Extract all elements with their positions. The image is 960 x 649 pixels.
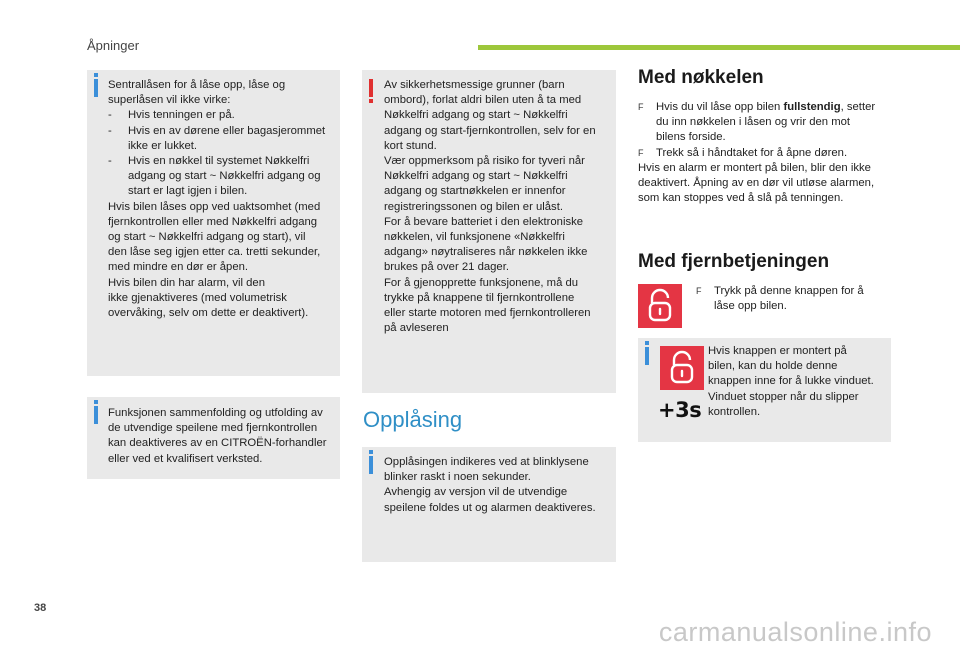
info-icon	[94, 406, 98, 424]
info-box-text: Hvis knappen er montert på bilen, kan du holde denne knappen inne for å lukke vinduet. Vinduet stopper når du slipper kontrollen.	[708, 345, 874, 418]
info-box-text: Funksjonen sammenfolding og utfolding av de utvendige speilene med fjernkontrollen kan deaktiveres av en CITROËN-forhandler eller ved et kvalifisert verksted.	[108, 407, 327, 465]
info-box-window-close	[638, 338, 891, 442]
unlock-icon	[638, 284, 682, 328]
with-remote-heading: Med fjernbetjeningen	[638, 251, 830, 272]
info-box-unlocking	[362, 447, 616, 562]
info-box-central-locking	[87, 70, 340, 376]
info-box-text: Sentrallåsen for å låse opp, låse og superlåsen vil ikke virke: - Hvis tenningen er på. - Hvis en av dørene eller bagasjerommet ikke er lukket. - Hvis en nøkkel til systemet Nøkkelfri adgang og start ~ Nøkkelfri adgang og start er lagt igjen i bilen. Hvis bilen låses opp ved uaktsomhet (med fjernkontrollen eller med Nøkkelfri adgang og start ~ Nøkkelfri adgang og start), vil den låse seg igjen etter ca. tretti sekunder, med mindre en dør er åpen. Hvis bilen din har alarm, vil den ikke gjenaktiveres (med volumetrisk overvåking, selv om dette er deaktivert).	[108, 79, 326, 320]
hold-3s-icon: +3s	[658, 398, 702, 422]
unlocking-heading: Opplåsing	[363, 407, 463, 432]
step-arrow-icon: F	[638, 147, 644, 158]
info-box-text: Opplåsingen indikeres ved at blinklysene blinker raskt i noen sekunder. Avhengig av versjon vil de utvendige speilene foldes ut og alarmen deaktiveres.	[384, 456, 596, 514]
section-title: Åpninger	[87, 38, 140, 53]
with-key-heading: Med nøkkelen	[638, 67, 764, 88]
page-number: 38	[34, 602, 47, 614]
info-icon	[645, 347, 649, 365]
with-key-text: F Hvis du vil låse opp bilen fullstendig, setter du inn nøkkelen i låsen og vrir den mot bilens forside. F Trekk så i håndtaket for å åpne døren. Hvis en alarm er montert på bilen, blir den ikke deaktivert. Åpning av en dør vil utløse alarmen, som kan stoppes ved å slå på tenningen.	[638, 101, 876, 205]
info-icon	[94, 79, 98, 97]
section-accent-bar	[478, 45, 960, 50]
unlock-icon	[660, 346, 704, 390]
with-remote-step: F Trykk på denne knappen for å låse opp bilen.	[696, 285, 864, 313]
watermark: carmanualsonline.info	[658, 617, 932, 647]
warning-box-text: Av sikkerhetsmessige grunner (barn ombord), forlat aldri bilen uten å ta med Nøkkelfri adgang og start ~ Nøkkelfri adgang og start-fjernkontrollen, selv for en kort stund. Vær oppmerksom på risiko for tyveri når Nøkkelfri adgang og start ~ Nøkkelfri adgang og startnøkkelen er innenfor registreringssonen og bilen er ulåst. For å bevare batteriet i den elektroniske nøkkelen, vil funksjonene «Nøkkelfri adgang» nøytraliseres når nøkkelen ikke brukes på over 21 dager. For å gjenopprette funksjonene, må du trykke på knappene til fjernkontrollene eller starte motoren med fjernkontrolleren på avleseren	[384, 79, 596, 335]
step-arrow-icon: F	[638, 102, 644, 112]
step-arrow-icon: F	[696, 286, 702, 296]
unlock-button-image	[660, 346, 704, 390]
info-icon	[369, 456, 373, 474]
info-box-mirror-folding	[87, 397, 340, 479]
warning-box-security	[362, 70, 616, 393]
unlock-button-image	[638, 284, 682, 328]
warning-icon	[369, 79, 373, 97]
